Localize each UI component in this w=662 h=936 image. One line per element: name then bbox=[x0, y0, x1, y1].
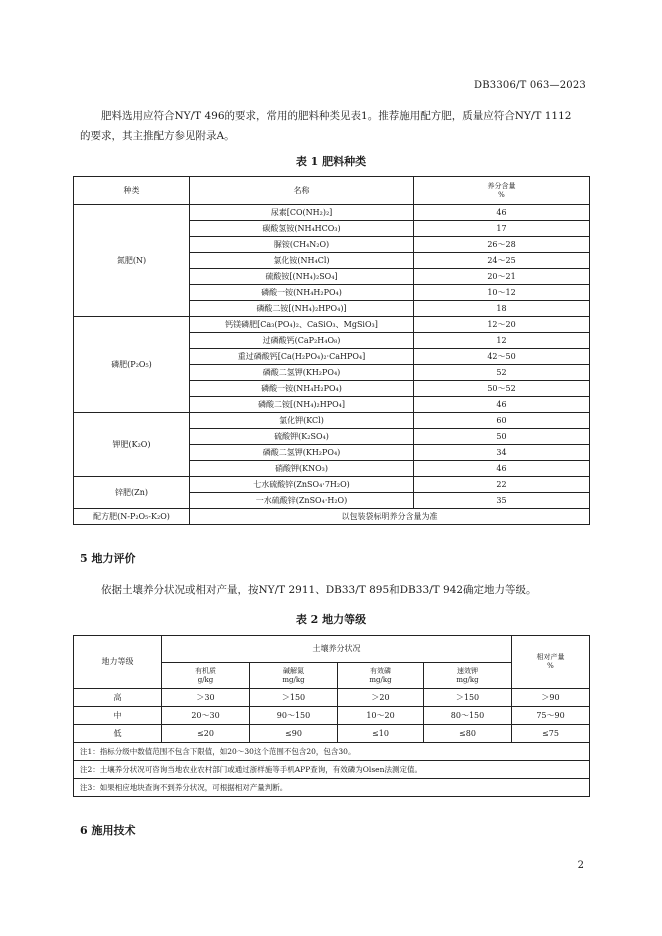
content-cell: 17 bbox=[414, 221, 590, 237]
content-cell: 50 bbox=[414, 429, 590, 445]
name-cell: 磷酸二氢钾(KH₂PO₄) bbox=[190, 365, 414, 381]
value-cell: ≤90 bbox=[250, 725, 338, 743]
name-cell: 钙镁磷肥[Ca₃(PO₄)₂、CaSiO₃、MgSiO₃] bbox=[190, 317, 414, 333]
content-cell: 20～21 bbox=[414, 269, 590, 285]
header-yield-label: 相对产量 bbox=[536, 653, 565, 661]
value-cell: ＞150 bbox=[424, 689, 512, 707]
value-cell: ＞20 bbox=[338, 689, 424, 707]
table-header-row bbox=[74, 636, 590, 663]
value-cell: ＞150 bbox=[250, 689, 338, 707]
header-organic-matter bbox=[162, 663, 250, 689]
content-cell: 22 bbox=[414, 477, 590, 493]
table-row bbox=[74, 725, 590, 743]
content-cell: 10～12 bbox=[414, 285, 590, 301]
column-name: 碱解氮 bbox=[283, 666, 304, 675]
table-row bbox=[74, 707, 590, 725]
content-cell: 46 bbox=[414, 205, 590, 221]
table2-caption: 表 2 地力等级 bbox=[295, 613, 367, 626]
category-cell: 锌肥(Zn) bbox=[74, 477, 190, 509]
header-relative-yield bbox=[512, 636, 590, 689]
column-name: 速效钾 bbox=[457, 666, 478, 675]
name-cell: 重过磷酸钙[Ca(H₂PO₄)₂·CaHPO₄] bbox=[190, 349, 414, 365]
section-5-heading: 5 地力评价 bbox=[80, 552, 136, 565]
note-2: 注2：土壤养分状况可咨询当地农业农村部门或通过浙样施等手机APP查询，有效磷为Olsen法测定值。 bbox=[74, 761, 590, 779]
header-available-k bbox=[424, 663, 512, 689]
name-cell: 尿素[CO(NH₂)₂] bbox=[190, 205, 414, 221]
note-row bbox=[74, 761, 590, 779]
grade-cell: 高 bbox=[74, 689, 162, 707]
note-3: 注3：如果相应地块查询不到养分状况，可根据相对产量判断。 bbox=[74, 779, 590, 797]
value-cell: 20～30 bbox=[162, 707, 250, 725]
name-cell: 七水硫酸锌(ZnSO₄·7H₂O) bbox=[190, 477, 414, 493]
header-soil-status: 土壤养分状况 bbox=[162, 636, 512, 663]
fertilizer-table bbox=[73, 176, 590, 525]
name-cell: 硫酸钾(K₂SO₄) bbox=[190, 429, 414, 445]
content-cell: 42～50 bbox=[414, 349, 590, 365]
name-cell: 碳酸氢铵(NH₄HCO₃) bbox=[190, 221, 414, 237]
value-cell: ＞90 bbox=[512, 689, 590, 707]
name-cell: 一水硫酸锌(ZnSO₄·H₂O) bbox=[190, 493, 414, 509]
table1-caption: 表 1 肥料种类 bbox=[295, 155, 367, 168]
note-row bbox=[74, 779, 590, 797]
content-cell: 24～25 bbox=[414, 253, 590, 269]
intro-line-2: 的要求，其主推配方参见附录A。 bbox=[80, 130, 235, 142]
value-cell: ≤75 bbox=[512, 725, 590, 743]
header-available-p bbox=[338, 663, 424, 689]
name-cell: 磷酸一铵(NH₄H₂PO₄) bbox=[190, 381, 414, 397]
header-alkali-n bbox=[250, 663, 338, 689]
content-cell: 46 bbox=[414, 397, 590, 413]
header-content bbox=[414, 177, 590, 205]
header-category: 种类 bbox=[74, 177, 190, 205]
table-row bbox=[74, 413, 590, 429]
name-cell: 硝酸钾(KNO₃) bbox=[190, 461, 414, 477]
value-cell: ≤80 bbox=[424, 725, 512, 743]
value-cell: 10～20 bbox=[338, 707, 424, 725]
table-row bbox=[74, 509, 590, 525]
table-row bbox=[74, 205, 590, 221]
value-cell: ≤20 bbox=[162, 725, 250, 743]
column-name: 有效磷 bbox=[370, 666, 391, 675]
grade-cell: 中 bbox=[74, 707, 162, 725]
header-name: 名称 bbox=[190, 177, 414, 205]
content-cell: 18 bbox=[414, 301, 590, 317]
content-cell: 46 bbox=[414, 461, 590, 477]
table-row bbox=[74, 689, 590, 707]
name-cell: 氯化钾(KCl) bbox=[190, 413, 414, 429]
content-cell: 60 bbox=[414, 413, 590, 429]
column-unit: g/kg bbox=[197, 675, 214, 684]
section-5-text: 依据土壤养分状况或相对产量，按NY/T 2911、DB33/T 895和DB33/T 942确定地力等级。 bbox=[101, 584, 537, 596]
section-6-heading: 6 施用技术 bbox=[80, 824, 136, 837]
category-cell: 氮肥(N) bbox=[74, 205, 190, 317]
content-cell: 35 bbox=[414, 493, 590, 509]
name-cell: 磷酸二铵[(NH₄)₂HPO₄)] bbox=[190, 301, 414, 317]
table-row bbox=[74, 477, 590, 493]
column-unit: mg/kg bbox=[456, 675, 479, 684]
name-cell: 氯化铵(NH₄Cl) bbox=[190, 253, 414, 269]
content-cell: 34 bbox=[414, 445, 590, 461]
column-unit: mg/kg bbox=[282, 675, 305, 684]
table-row bbox=[74, 317, 590, 333]
value-cell: 75～90 bbox=[512, 707, 590, 725]
name-cell: 硫酸铵[(NH₄)₂SO₄] bbox=[190, 269, 414, 285]
name-cell: 磷酸二铵[(NH₄)₂HPO₄] bbox=[190, 397, 414, 413]
content-cell: 12 bbox=[414, 333, 590, 349]
page-number: 2 bbox=[577, 860, 584, 871]
value-cell: 80～150 bbox=[424, 707, 512, 725]
name-cell: 脲铵(CH₄N₂O) bbox=[190, 237, 414, 253]
note-row bbox=[74, 743, 590, 761]
category-cell: 钾肥(K₂O) bbox=[74, 413, 190, 477]
value-cell: ≤10 bbox=[338, 725, 424, 743]
table-header-row bbox=[74, 177, 590, 205]
name-cell: 磷酸一铵(NH₄H₂PO₄) bbox=[190, 285, 414, 301]
document-id: DB3306/T 063—2023 bbox=[474, 80, 586, 91]
content-cell: 12～20 bbox=[414, 317, 590, 333]
category-cell: 磷肥(P₂O₅) bbox=[74, 317, 190, 413]
column-name: 有机质 bbox=[195, 666, 216, 675]
header-grade: 地力等级 bbox=[74, 636, 162, 689]
grade-cell: 低 bbox=[74, 725, 162, 743]
column-unit: mg/kg bbox=[369, 675, 392, 684]
category-cell: 配方肥(N-P₂O₅-K₂O) bbox=[74, 509, 190, 525]
note-1: 注1：指标分级中数值范围不包含下限值，如20～30这个范围不包含20，包含30。 bbox=[74, 743, 590, 761]
value-cell: 90～150 bbox=[250, 707, 338, 725]
header-yield-unit: % bbox=[547, 662, 554, 670]
intro-line-1: 肥料选用应符合NY/T 496的要求，常用的肥料种类见表1。推荐施用配方肥，质量应符合NY/T 1112 bbox=[101, 110, 572, 122]
value-cell: ＞30 bbox=[162, 689, 250, 707]
content-cell: 50～52 bbox=[414, 381, 590, 397]
content-cell: 52 bbox=[414, 365, 590, 381]
header-content-unit: % bbox=[498, 190, 505, 199]
soil-grade-table bbox=[73, 635, 590, 797]
header-content-label: 养分含量 bbox=[487, 181, 516, 190]
compound-note-cell: 以包装袋标明养分含量为准 bbox=[190, 509, 590, 525]
name-cell: 磷酸二氢钾(KH₂PO₄) bbox=[190, 445, 414, 461]
name-cell: 过磷酸钙(CaP₂H₄O₈) bbox=[190, 333, 414, 349]
content-cell: 26～28 bbox=[414, 237, 590, 253]
